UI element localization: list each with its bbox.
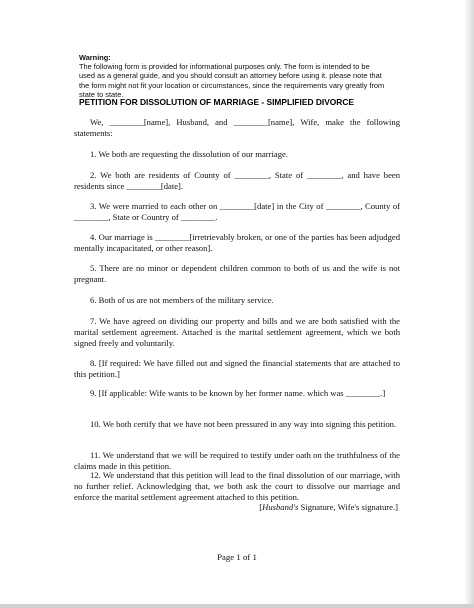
warning-title: Warning: (79, 53, 111, 62)
signature-line: [Husband's Signature, Wife's signature.] (259, 502, 398, 512)
statement-2: 2. We both are residents of County of ________, State of ________, and have been residents since ________[date]. (74, 170, 400, 191)
statement-6: 6. Both of us are not members of the military service. (90, 295, 274, 305)
warning-line: state to state. (79, 89, 124, 99)
intro-paragraph: We, ________[name], Husband, and ________[name], Wife, make the following statements: (74, 117, 400, 138)
statement-8: 8. [If required: We have filled out and signed the financial statements that are attached to this petition.] (74, 358, 400, 379)
signature-husband: Husband's (262, 502, 299, 512)
statement-3: 3. We were married to each other on ________[date] in the City of ________, County of ________, State or Country of ________. (74, 201, 400, 222)
page-number: Page 1 of 1 (217, 552, 257, 562)
page-edge-shadow (464, 0, 474, 608)
warning-line: the form might not fit your location or circumstances, since the requirements vary greatly from (79, 80, 385, 90)
signature-rest: Signature, Wife's signature. (298, 502, 396, 512)
statement-12: 12. We understand that this petition will lead to the final dissolution of our marriage, with no further relief. Acknowledging that, we both ask the court to dissolve our marriage and enforce the marital settlement agreement attached to this petition. (74, 470, 400, 502)
document-title: PETITION FOR DISSOLUTION OF MARRIAGE - SIMPLIFIED DIVORCE (79, 97, 354, 107)
statement-7: 7. We have agreed on dividing our property and bills and we are both satisfied with the marital settlement agreement. Attached is the marital settlement agreement, which we both signed freely and voluntarily. (74, 316, 400, 348)
statement-5: 5. There are no minor or dependent children common to both of us and the wife is not pregnant. (74, 263, 400, 284)
warning-notice (79, 53, 409, 99)
statement-10: 10. We both certify that we have not been pressured in any way into signing this petition. (90, 419, 397, 429)
statement-1: 1. We both are requesting the dissolution of our marriage. (90, 149, 288, 159)
statement-11: 11. We understand that we will be required to testify under oath on the truthfulness of the claims made in this petition. (74, 450, 400, 471)
page-bottom-edge (0, 604, 474, 608)
warning-line: The following form is provided for informational purposes only. The form is intended to be (79, 62, 370, 72)
warning-line: used as a general guide, and you should consult an attorney before using it. please note that (79, 71, 382, 81)
statement-9: 9. [If applicable: Wife wants to be known by her former name. which was ________.] (90, 388, 386, 398)
statement-4: 4. Our marriage is ________[irretrievably broken, or one of the parties has been adjudged mentally incapacitated, or other reason]. (74, 232, 400, 253)
